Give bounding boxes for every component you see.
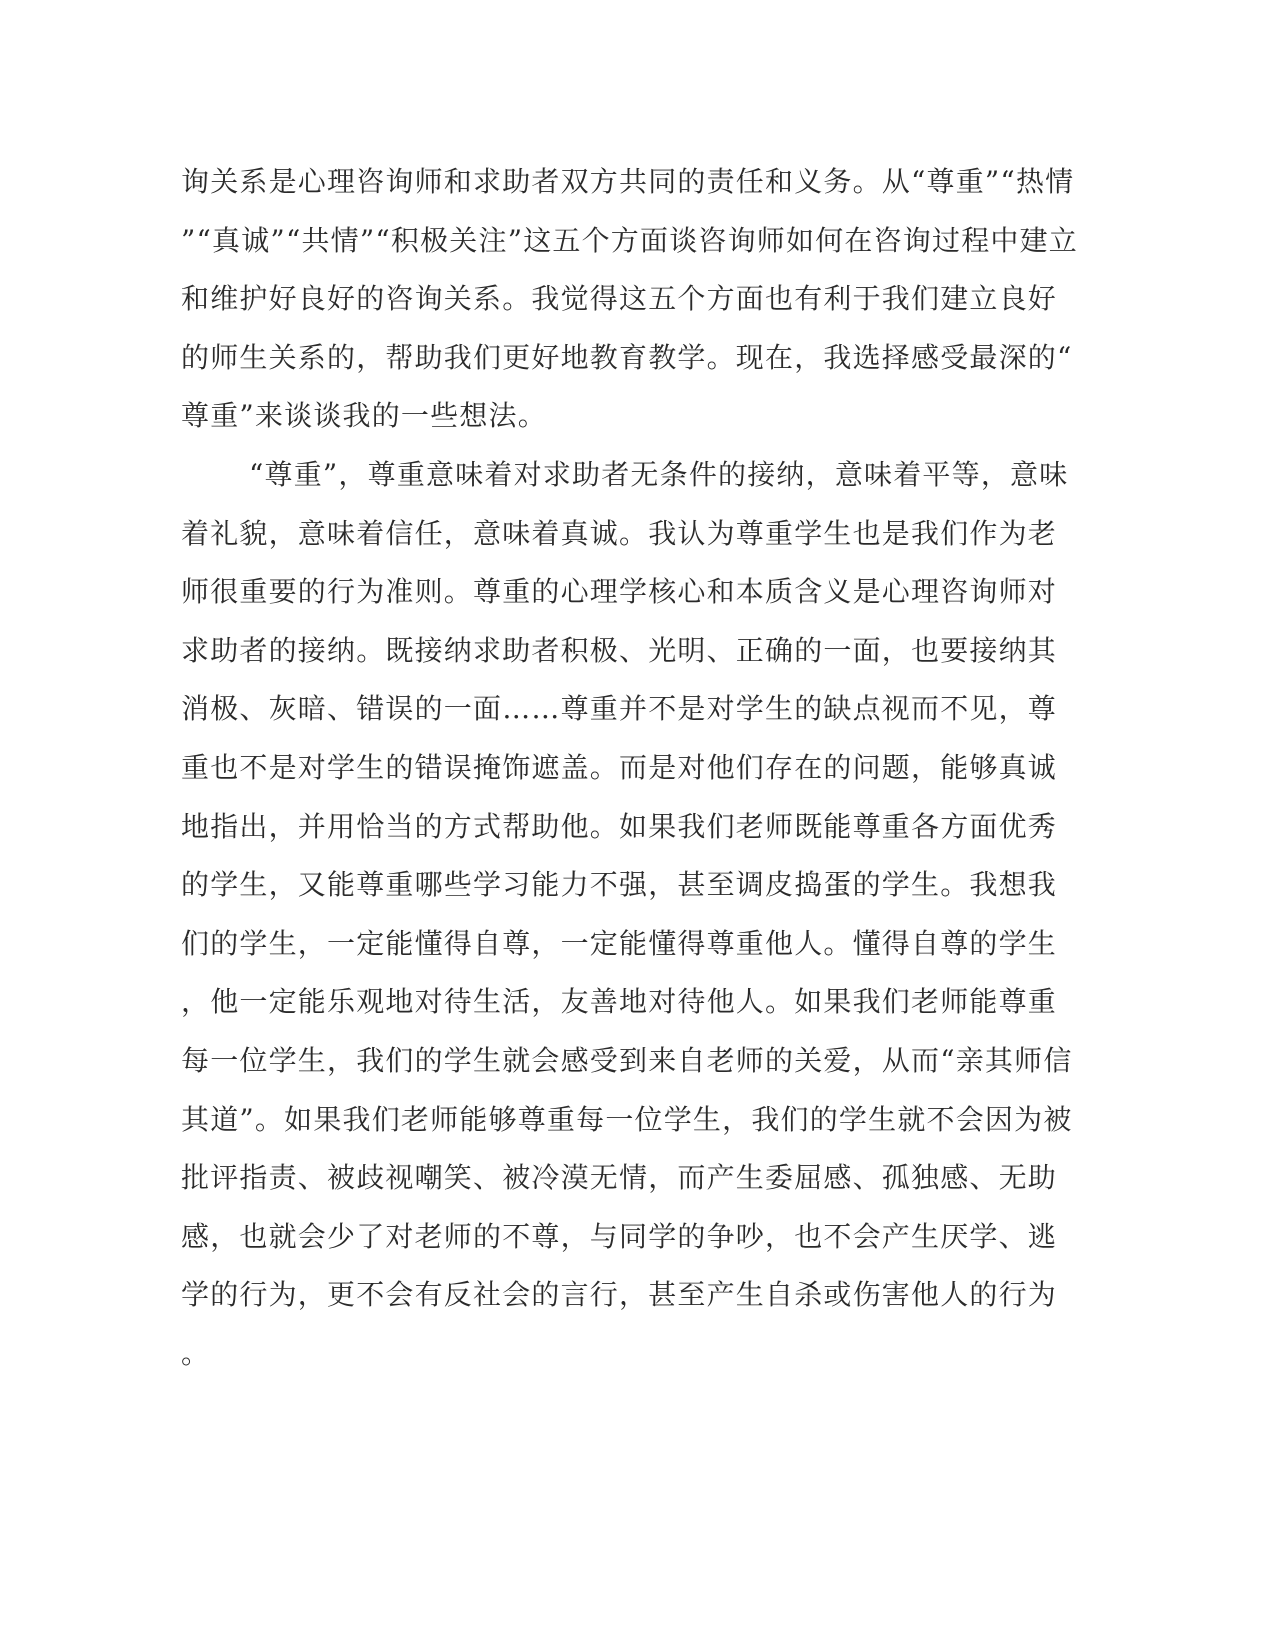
text-line: 重也不是对学生的错误掩饰遮盖。而是对他们存在的问题，能够真诚 xyxy=(181,750,1058,784)
text-line: 消极、灰暗、错误的一面……尊重并不是对学生的缺点视而不见，尊 xyxy=(181,692,1058,726)
text-line: 和维护好良好的咨询关系。我觉得这五个方面也有利于我们建立良好 xyxy=(181,282,1058,316)
text-line: 学的行为，更不会有反社会的言行，甚至产生自杀或伤害他人的行为 xyxy=(181,1278,1058,1312)
text-line: 着礼貌，意味着信任，意味着真诚。我认为尊重学生也是我们作为老 xyxy=(181,516,1058,550)
text-line: 。 xyxy=(181,1336,211,1370)
text-line: 的师生关系的，帮助我们更好地教育教学。现在，我选择感受最深的“ xyxy=(181,340,1073,374)
text-line: 感，也就会少了对老师的不尊，与同学的争吵，也不会产生厌学、逃 xyxy=(181,1219,1058,1253)
body-text xyxy=(181,153,1079,1383)
text-line: 其道”。如果我们老师能够尊重每一位学生，我们的学生就不会因为被 xyxy=(181,1102,1073,1136)
text-line: 批评指责、被歧视嘲笑、被冷漠无情，而产生委屈感、孤独感、无助 xyxy=(181,1161,1058,1195)
text-line: ”“真诚”“共情”“积极关注”这五个方面谈咨询师如何在咨询过程中建立 xyxy=(181,223,1079,257)
text-line: 每一位学生，我们的学生就会感受到来自老师的关爱，从而“亲其师信 xyxy=(181,1043,1073,1077)
text-line: 的学生，又能尊重哪些学习能力不强，甚至调皮捣蛋的学生。我想我 xyxy=(181,868,1058,902)
text-line: 尊重”来谈谈我的一些想法。 xyxy=(181,399,547,433)
text-line: ，他一定能乐观地对待生活，友善地对待他人。如果我们老师能尊重 xyxy=(181,985,1058,1019)
text-line: 询关系是心理咨询师和求助者双方共同的责任和义务。从“尊重”“热情 xyxy=(181,165,1075,198)
paragraph-first-line: “尊重”，尊重意味着对求助者无条件的接纳，意味着平等，意味 xyxy=(249,457,1069,491)
text-line: 地指出，并用恰当的方式帮助他。如果我们老师既能尊重各方面优秀 xyxy=(181,809,1058,843)
text-line: 师很重要的行为准则。尊重的心理学核心和本质含义是心理咨询师对 xyxy=(181,575,1058,609)
text-line: 求助者的接纳。既接纳求助者积极、光明、正确的一面，也要接纳其 xyxy=(181,633,1058,667)
text-line: 们的学生，一定能懂得自尊，一定能懂得尊重他人。懂得自尊的学生 xyxy=(181,926,1058,960)
